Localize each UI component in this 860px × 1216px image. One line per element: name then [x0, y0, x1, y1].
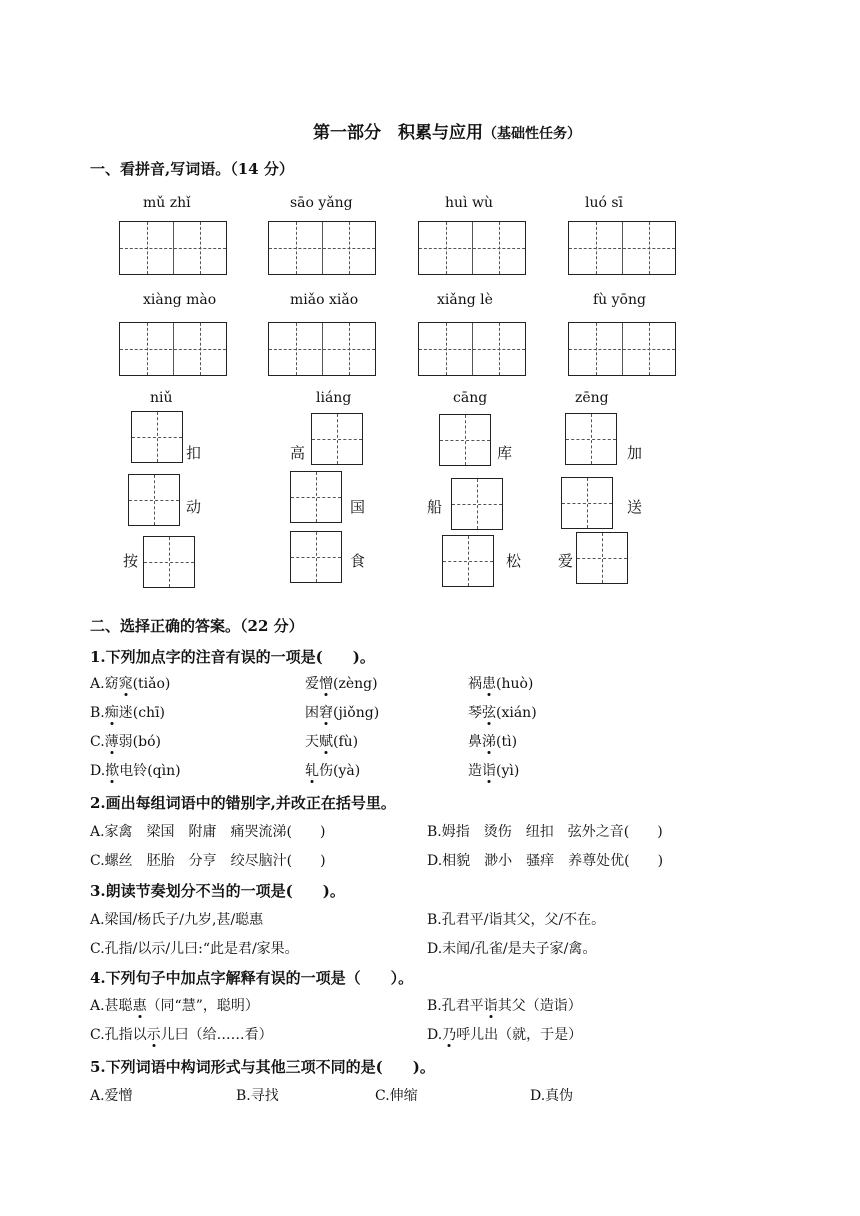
q1-option-c-3: 鼻涕(tì): [468, 734, 518, 750]
q1-option-c-2: 天赋(fù): [305, 734, 359, 750]
q4-option-a: A.甚聪惠（同“慧”，聪明）: [90, 998, 259, 1014]
char-box[interactable]: [576, 532, 628, 584]
q1-option-b-3: 琴弦(xián): [468, 705, 537, 721]
q3-option-c: C.孔指/以示/儿曰:“此是君/家果。: [90, 941, 299, 957]
q2-option-c: C.螺丝 胚胎 分亨 绞尽脑汁( ): [90, 853, 326, 869]
char-box[interactable]: [290, 471, 342, 523]
char-box[interactable]: [131, 411, 183, 463]
question-2: 2.画出每组词语中的错别字,并改正在括号里。: [90, 794, 396, 812]
char-box[interactable]: [451, 478, 503, 530]
pinyin-1-4: luó sī: [585, 195, 624, 211]
pinyin-1-1: mǔ zhǐ: [143, 195, 191, 211]
char-label: 船: [427, 498, 443, 516]
q2-option-a: A.家禽 梁国 附庸 痛哭流涕( ): [90, 824, 326, 840]
q1-option-b-2: 困窘(jiǒng): [305, 705, 380, 721]
pinyin-2-4: fù yōng: [593, 292, 646, 308]
writing-box[interactable]: [119, 322, 227, 376]
pinyin-2-2: miǎo xiǎo: [290, 292, 359, 308]
char-label: 高: [290, 444, 306, 462]
q1-option-a-2: 爱憎(zèng): [305, 676, 378, 692]
pinyin-2-3: xiǎng lè: [437, 292, 493, 308]
writing-box[interactable]: [418, 221, 526, 275]
title-main: 第一部分 积累与应用: [313, 123, 483, 143]
pinyin-3-2: liáng: [316, 390, 352, 406]
char-box[interactable]: [143, 536, 195, 588]
char-box[interactable]: [565, 413, 617, 465]
question-5: 5.下列词语中构词形式与其他三项不同的是( )。: [90, 1058, 435, 1076]
q1-option-a-3: 祸患(huò): [468, 676, 534, 692]
q2-option-d: D.相貌 渺小 骚痒 养尊处优( ): [427, 853, 664, 869]
section-1-heading: 一、看拼音,写词语。（14 分）: [90, 160, 294, 178]
q4-option-b: B.孔君平诣其父（造诣）: [427, 998, 582, 1014]
writing-box[interactable]: [418, 322, 526, 376]
char-label: 按: [123, 552, 139, 570]
q1-option-c-1: C.薄弱(bó): [90, 734, 161, 750]
q3-option-d: D.未闻/孔雀/是夫子家/禽。: [427, 941, 597, 957]
char-box[interactable]: [128, 474, 180, 526]
writing-box[interactable]: [119, 221, 227, 275]
pinyin-1-3: huì wù: [445, 195, 493, 211]
char-box[interactable]: [442, 535, 494, 587]
question-1: 1.下列加点字的注音有误的一项是( )。: [90, 648, 375, 666]
writing-box[interactable]: [268, 322, 376, 376]
char-label: 食: [350, 552, 366, 570]
char-box[interactable]: [439, 414, 491, 466]
char-label: 加: [627, 444, 643, 462]
char-box[interactable]: [290, 531, 342, 583]
q2-option-b: B.姆指 烫伤 纽扣 弦外之音( ): [427, 824, 663, 840]
char-label: 松: [506, 552, 522, 570]
pinyin-3-1: niǔ: [150, 390, 173, 406]
q3-option-a: A.梁国/杨氏子/九岁,甚/聪惠: [90, 912, 264, 928]
pinyin-1-2: sāo yǎng: [290, 195, 353, 211]
q5-option-b: B.寻找: [236, 1088, 279, 1104]
pinyin-3-3: cāng: [453, 390, 488, 406]
char-label: 库: [497, 444, 513, 462]
char-label: 爱: [558, 552, 574, 570]
title-sub: （基础性任务）: [483, 126, 581, 142]
q1-option-d-3: 造诣(yì): [468, 763, 520, 779]
question-4: 4.下列句子中加点字解释有误的一项是（ ）。: [90, 969, 414, 987]
q3-option-b: B.孔君平/诣其父，父/不在。: [427, 912, 606, 928]
pinyin-2-1: xiàng mào: [143, 292, 217, 308]
writing-box[interactable]: [568, 221, 676, 275]
q5-option-d: D.真伪: [530, 1088, 574, 1104]
q1-option-d-2: 轧伤(yà): [305, 763, 361, 779]
char-label: 国: [350, 498, 366, 516]
q1-option-a-1: A.窈窕(tiǎo): [90, 676, 171, 692]
q5-option-c: C.伸缩: [375, 1088, 418, 1104]
writing-box[interactable]: [268, 221, 376, 275]
page-title: [313, 118, 581, 143]
q1-option-b-1: B.痴迷(chī): [90, 705, 166, 721]
writing-box[interactable]: [568, 322, 676, 376]
char-box[interactable]: [311, 413, 363, 465]
q4-option-c: C.孔指以示儿曰（给……看）: [90, 1027, 273, 1043]
pinyin-3-4: zēng: [575, 390, 609, 406]
question-3: 3.朗读节奏划分不当的一项是( )。: [90, 882, 345, 900]
section-2-heading: 二、选择正确的答案。（22 分）: [90, 617, 304, 635]
char-label: 动: [186, 498, 202, 516]
char-label: 扣: [186, 444, 202, 462]
q5-option-a: A.爱憎: [90, 1088, 133, 1104]
char-label: 送: [627, 498, 643, 516]
char-box[interactable]: [561, 477, 613, 529]
q4-option-d: D.乃呼儿出（就，于是）: [427, 1027, 583, 1043]
q1-option-d-1: D.揿电铃(qìn): [90, 763, 181, 779]
